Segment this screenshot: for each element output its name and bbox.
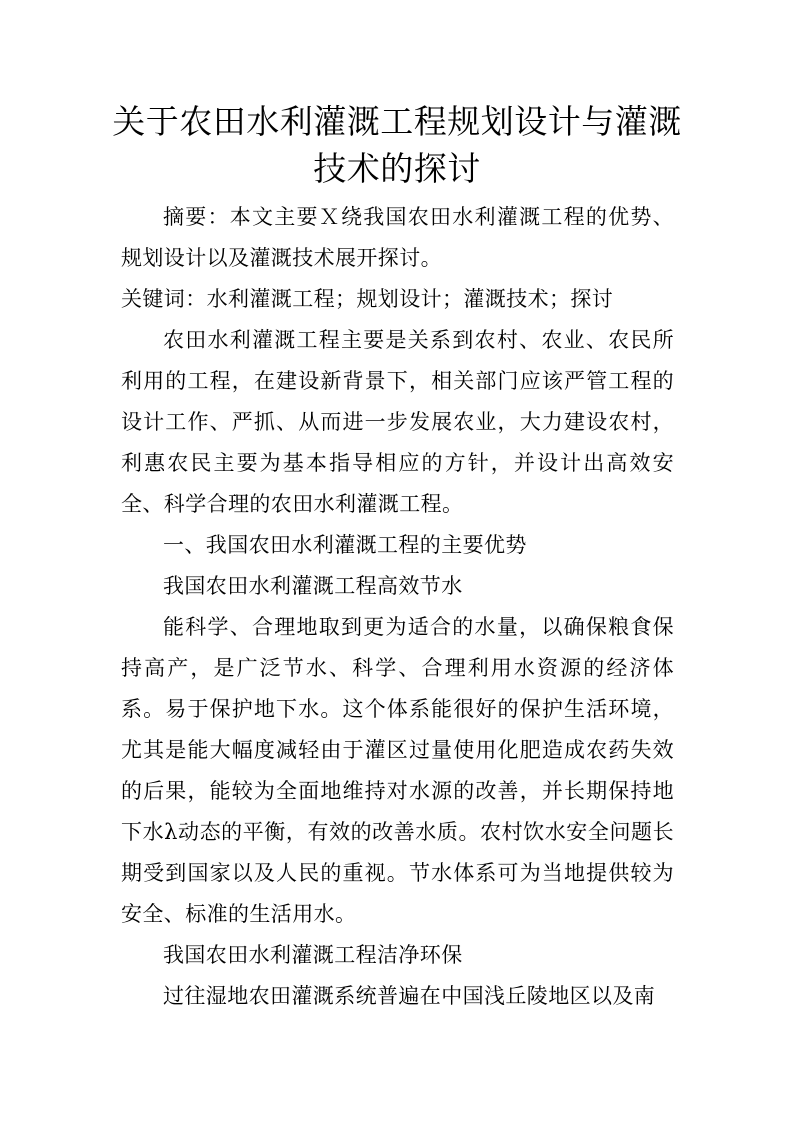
subsection-heading: 我国农田水利灌溉工程高效节水 [163, 574, 463, 598]
body-paragraph: 农田水利灌溉工程主要是关系到农村、农业、农民所利用的工程，在建设新背景下，相关部门应该严管工程的设计工作、严抓、从而进一步发展农业，大力建设农村，利惠农民主要为基本指导相应的方针，并设计出高效安全、科学合理的农田水利灌溉工程。 [121, 328, 674, 516]
body-paragraph: 过往湿地农田灌溉系统普遍在中国浅丘陵地区以及南 [163, 984, 656, 1008]
abstract-paragraph: 摘要：本文主要Ｘ绕我国农田水利灌溉工程的优势、规划设计以及灌溉技术展开探讨。 [121, 205, 674, 270]
keywords-line: 关键词：水利灌溉工程；规划设计；灌溉技术；探讨 [121, 287, 614, 311]
document-title: 关于农田水利灌溉工程规划设计与灌溉技术的探讨 [112, 102, 682, 188]
section-heading: 一、我国农田水利灌溉工程的主要优势 [163, 533, 527, 557]
body-paragraph: 能科学、合理地取到更为适合的水量，以确保粮食保持高产，是广泛节水、科学、合理利用水资源的经济体系。易于保护地下水。这个体系能很好的保护生活环境，尤其是能大幅度减轻由于灌区过量使用化肥造成农药失效的后果，能较为全面地维持对水源的改善，并长期保持地下水λ动态的平衡，有效的改善水质。农村饮水安全问题长期受到国家以及人民的重视。节水体系可为当地提供较为安全、标准的生活用水。 [121, 615, 674, 926]
document-body [121, 197, 674, 1017]
subsection-heading: 我国农田水利灌溉工程洁净环保 [163, 943, 463, 967]
